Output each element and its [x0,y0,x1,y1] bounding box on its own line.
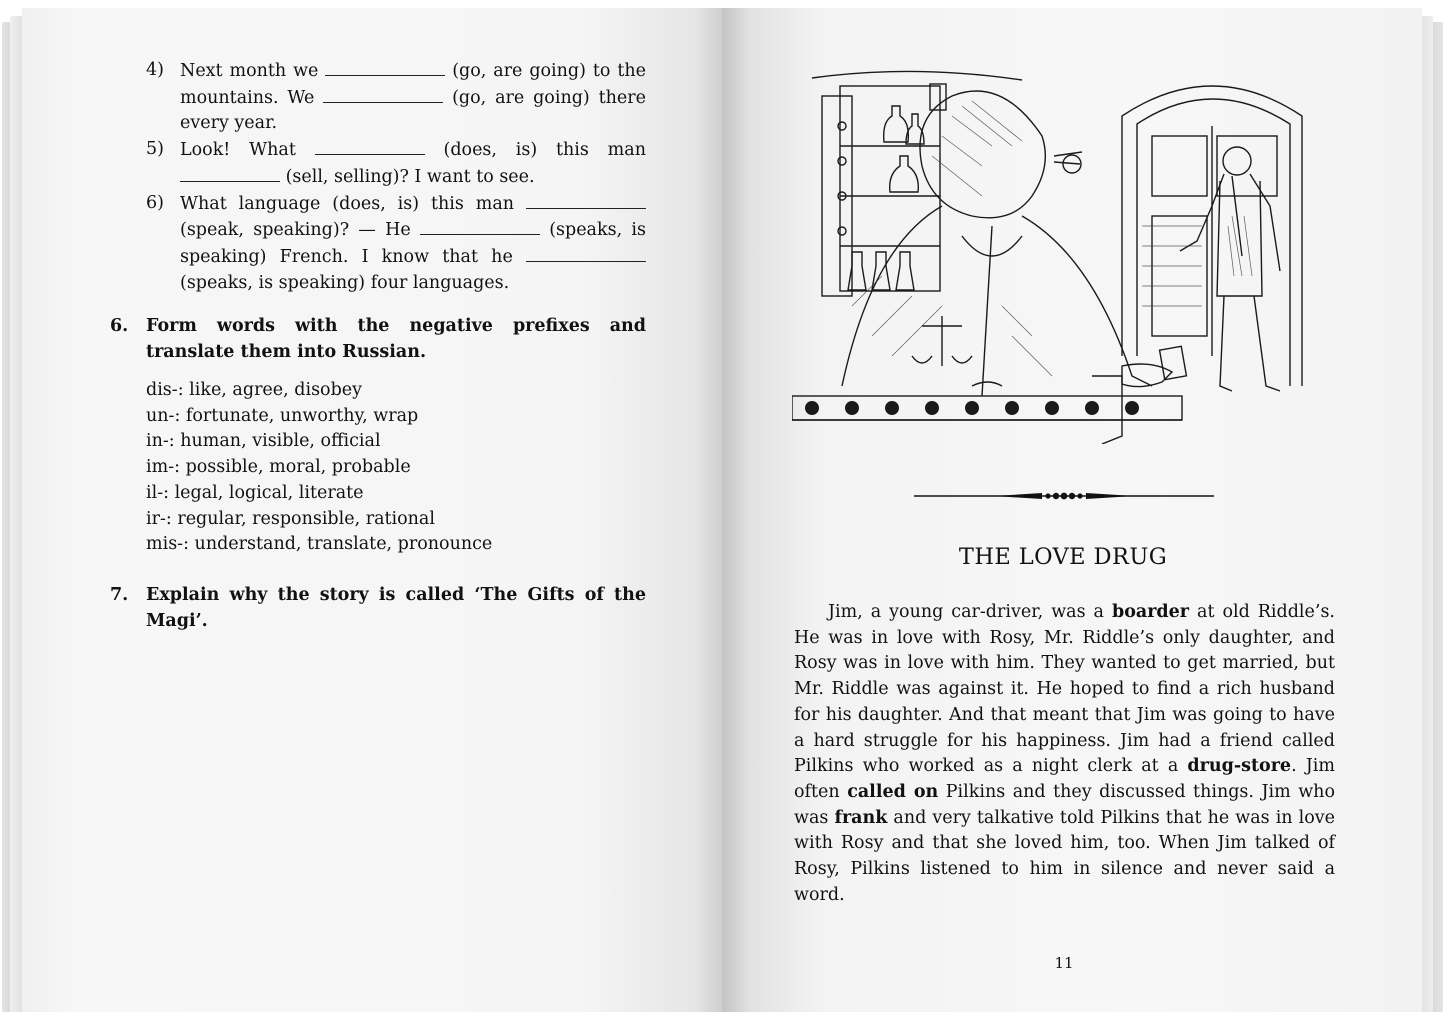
pharmacist-illustration [792,56,1338,444]
prefix-line: un-: fortunate, unworthy, wrap [146,405,419,426]
exercise-item [146,58,646,137]
task-text: Explain why the story is called ‘The Gifts of the Magi’. [146,585,646,631]
prefix-line: dis-: like, agree, disobey [146,380,363,400]
exercise-text: What language (does, is) this man [180,193,515,214]
exercise-text: (speak, speaking)? — He [180,220,411,241]
vocab-word: drug-store [1187,756,1292,777]
prefix-line: mis-: understand, translate, pronounce [146,534,493,555]
page-number: 11 [1054,954,1074,972]
exercise-text: (go, are going) to the mountains. We [180,61,646,108]
vocab-word: frank [834,807,888,828]
prefix-line: im-: possible, moral, probable [146,457,411,478]
task-text: Form words with the negative prefixes and translate them into Russian. [146,316,646,362]
prefix-line: il-: legal, logical, literate [146,482,364,503]
task-7 [110,583,646,634]
title-ornament [914,484,1214,508]
prefix-line: ir-: regular, responsible, rational [146,508,435,529]
exercise-item [146,191,646,297]
exercise-list [146,58,646,296]
exercise-text: (speaks, is speaking) four languages. [180,272,510,293]
exercise-text: (go, are going) there every year. [180,87,646,134]
answer-blank [315,137,425,155]
answer-blank [323,85,443,103]
prefix-list [146,378,626,558]
story-paragraph: Jim, a young car-driver, was a boarder at old Riddle’s. He was in love with Rosy, Mr. Riddle’s only daughter, and Rosy was in love with him. They wanted to get married, but Mr. Riddle was against it. He hoped to find a rich husband for his daughter. And that meant that Jim was going to have a hard struggle for his happiness. Jim had a friend called Pilkins who worked as a night clerk at a drug-store. Jim often called on Pilkins and they discussed things. Jim who was frank and very talkative told Pilkins that he was in love with Rosy and that she loved him, too. When Jim talked of Rosy, Pilkins listened to him in silence and never said a word. [794,602,1335,905]
exercise-item [146,137,646,190]
exercise-text: (does, is) this man [443,140,646,161]
task-number: 7. [110,585,129,605]
answer-blank [420,217,540,235]
answer-blank [526,191,646,209]
task-number: 6. [110,316,129,336]
vocab-word: boarder [1111,602,1190,622]
answer-blank [180,164,280,182]
exercise-text: Next month we [180,61,319,81]
vocab-word: called on [847,781,939,802]
task-6 [110,314,646,365]
prefix-line: in-: human, visible, official [146,431,381,452]
exercise-number: 6) [146,192,164,213]
exercise-number: 4) [146,60,164,80]
exercise-number: 5) [146,139,164,160]
answer-blank [526,244,646,262]
exercise-text: (sell, selling)? I want to see. [285,166,535,187]
story-title: THE LOVE DRUG [958,544,1168,570]
story-text [794,600,1335,908]
exercise-text: Look! What [180,140,296,161]
answer-blank [325,58,445,76]
exercise-text: (speaks, is speaking) French. I know that he [180,220,646,267]
